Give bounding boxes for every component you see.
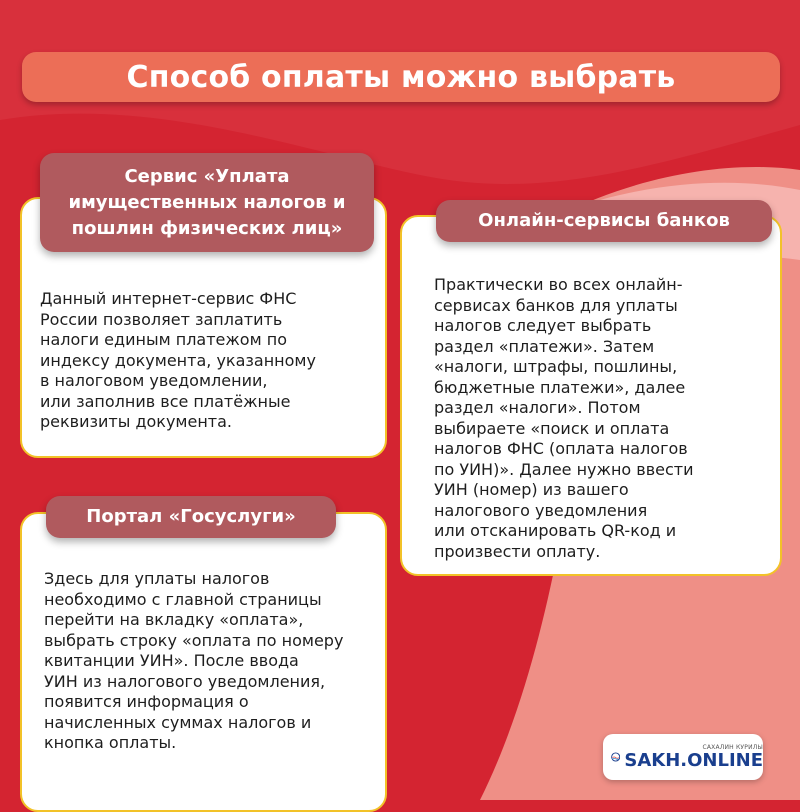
wave-circle-icon [611,742,620,772]
card-fns-body: Данный интернет-сервис ФНС России позволяет заплатить налоги единым платежом по индексу документа, указанному в налоговом уведомлении, или заполнив все платёжные реквизиты документа. [40,289,316,431]
card-fns-heading-pill [40,153,374,252]
sakh-online-logo [603,734,763,780]
title-bar [22,52,780,102]
card-banks-body: Практически во всех онлайн- сервисах банков для уплаты налогов следует выбрать раздел «платежи». Затем «налоги, штрафы, пошлины, бюджетные платежи», далее раздел «налоги». Потом выбираете «поиск и оплата налогов ФНС (оплата налогов по УИН)». Далее нужно ввести УИН (номер) из вашего налогового уведомления или отсканировать QR-код и произвести оплату. [434,275,694,561]
card-banks [400,215,782,576]
card-gosuslugi-body: Здесь для уплаты налогов необходимо с главной страницы перейти на вкладку «оплата», выбрать строку «оплата по номеру квитанции УИН». После ввода УИН из налогового уведомления, появится информация о начисленных суммах налогов и кнопка оплаты. [44,569,344,752]
card-gosuslugi-heading: Портал «Госуслуги» [86,506,296,527]
logo-tagline: САХАЛИН КУРИЛЫ [702,743,763,751]
card-banks-heading: Онлайн-сервисы банков [478,210,730,231]
card-gosuslugi [20,512,387,812]
card-gosuslugi-heading-pill [46,496,336,538]
logo-name: SAKH.ONLINE [624,749,763,771]
card-fns-heading: Сервис «Уплата имущественных налогов и пошлин физических лиц» [68,165,346,239]
page-title: Способ оплаты можно выбрать [126,59,676,95]
card-banks-heading-pill [436,200,772,242]
